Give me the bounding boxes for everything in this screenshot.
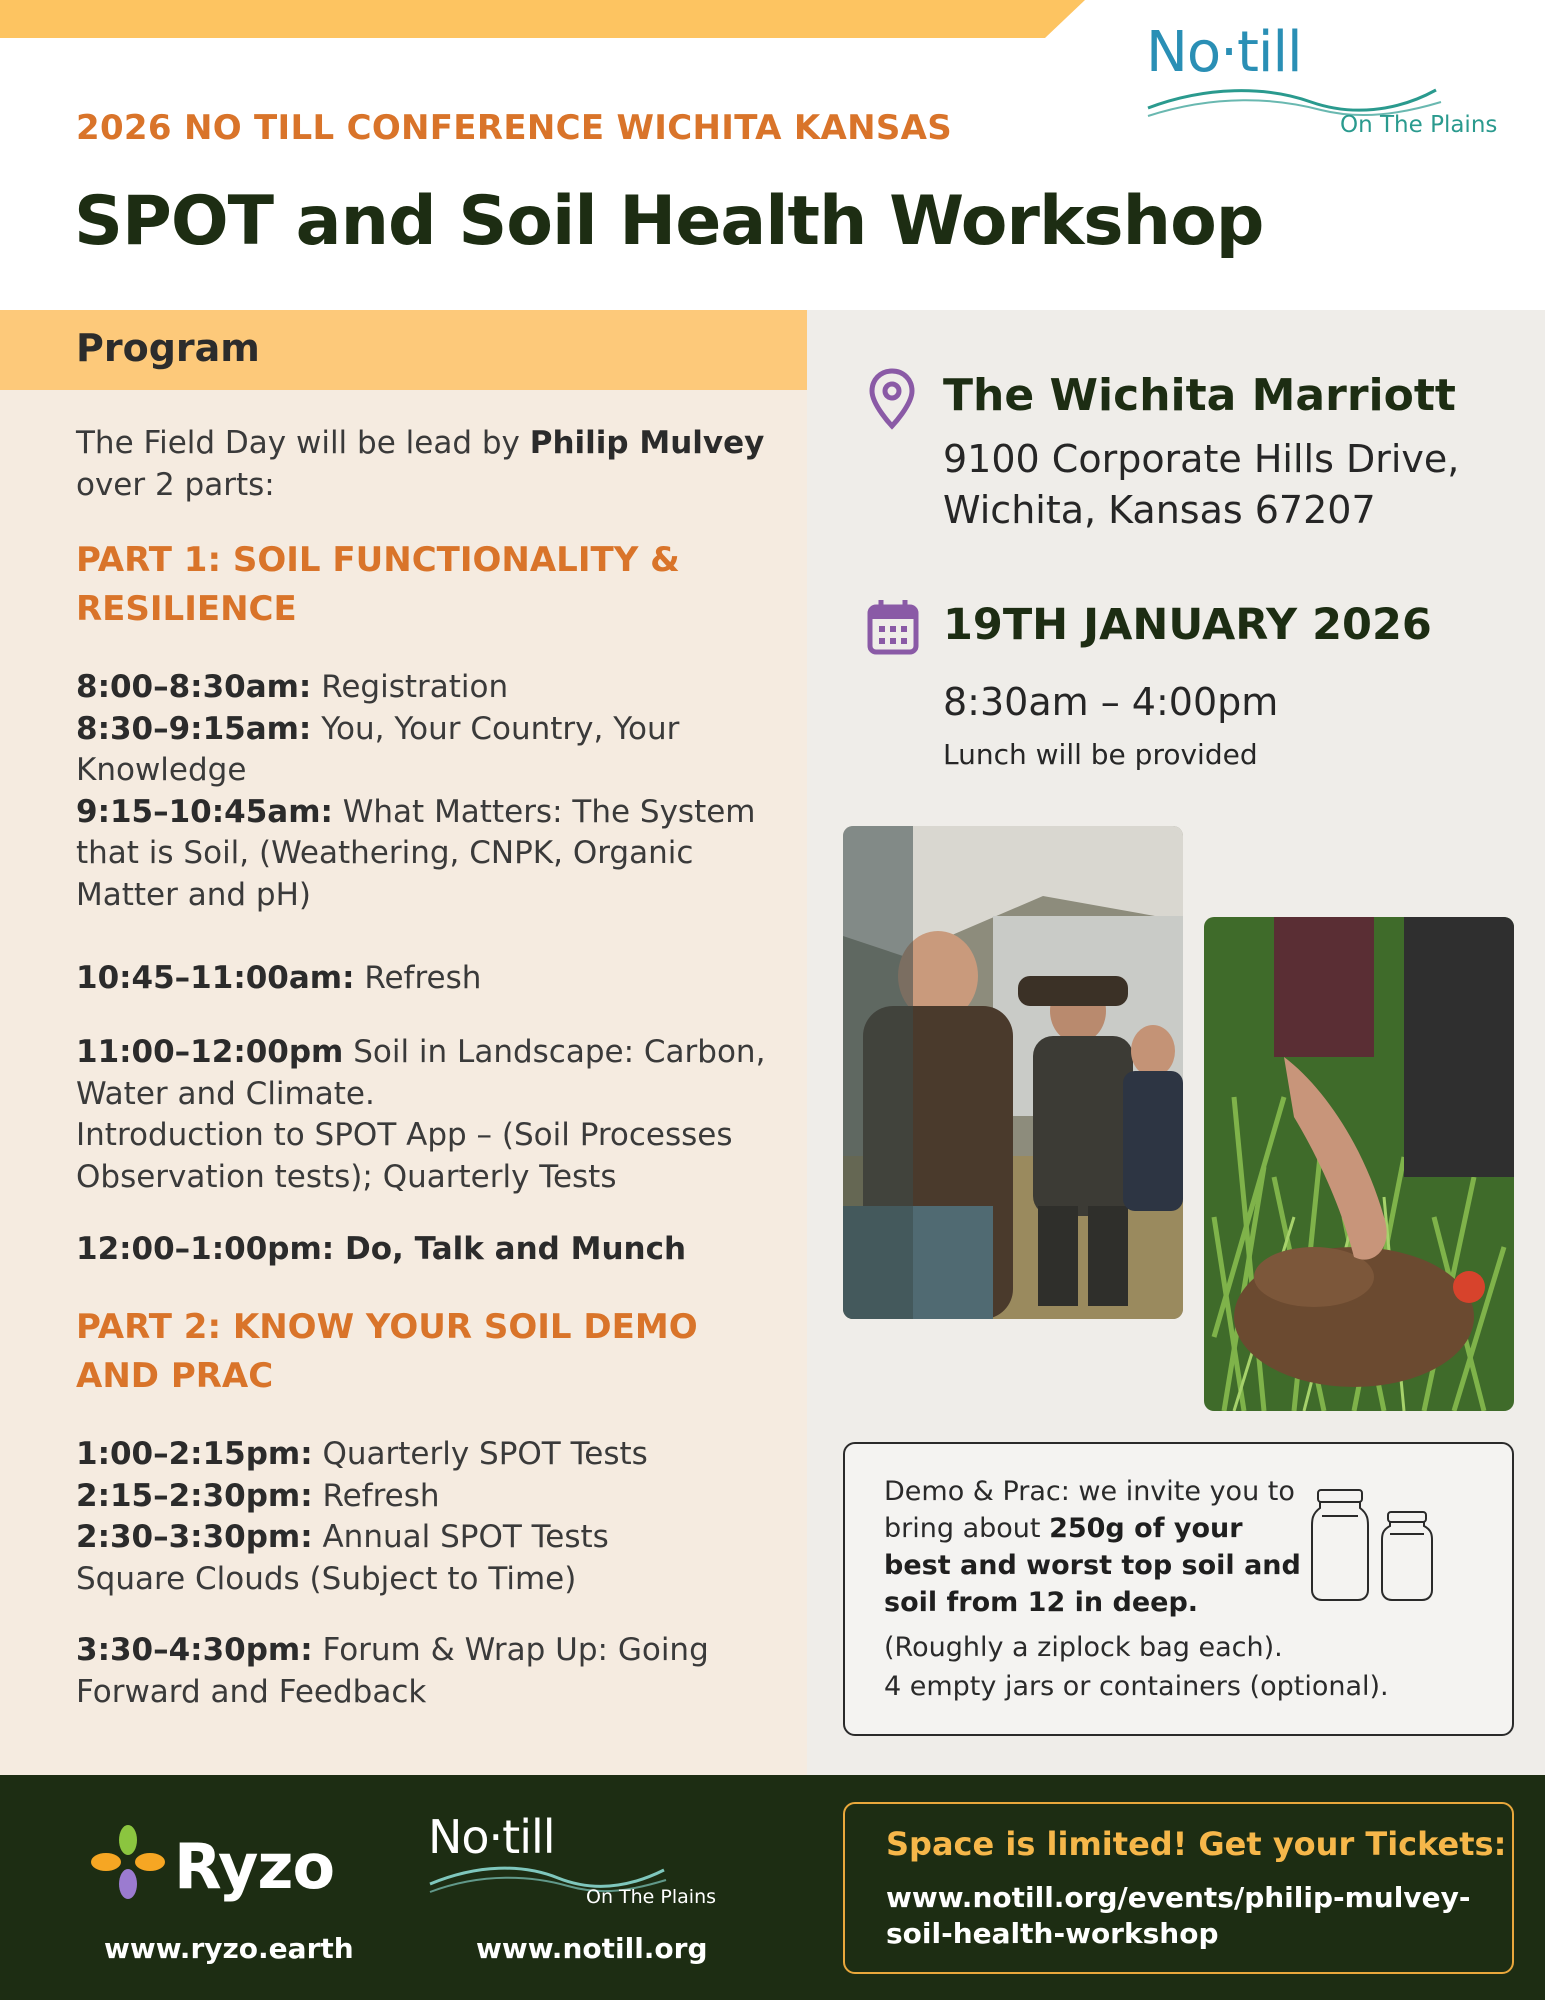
program-intro (76, 423, 766, 506)
ryzo-url[interactable]: www.ryzo.earth (104, 1932, 354, 1965)
lunch-note: Lunch will be provided (943, 738, 1258, 771)
part2-title: PART 2: KNOW YOUR SOIL DEMO AND PRAC (76, 1307, 698, 1396)
tickets-link[interactable]: www.notill.org/events/philip-mulvey-soil-health-workshop (886, 1881, 1471, 1950)
ryzo-logo-wordmark: Ryzo (174, 1830, 335, 1903)
tickets-heading: Space is limited! Get your Tickets: (886, 1825, 1507, 1863)
calendar-icon (866, 598, 920, 656)
bring-items-text: Demo & Prac: we invite you to bring about 250g of your best and worst top soil and soil from 12 in deep. (884, 1476, 1301, 1618)
page-title: SPOT and Soil Health Workshop (74, 182, 1264, 261)
schedule-item: Square Clouds (Subject to Time) (76, 1560, 577, 1597)
soil-photo (1204, 917, 1514, 1411)
schedule-item: 9:15–10:45am: What Matters: The System that is Soil, (Weathering, CNPK, Organic Matter and pH) (76, 793, 756, 913)
ryzo-flower-icon (90, 1824, 166, 1900)
refresh-item: 10:45–11:00am: Refresh (76, 960, 482, 996)
schedule-item: 2:30–3:30pm: Annual SPOT Tests (76, 1519, 609, 1555)
venue-name: The Wichita Marriott (943, 370, 1456, 421)
part1-schedule (76, 667, 766, 916)
footer-logo-wordmark: No·till (428, 1810, 555, 1864)
schedule-item: 2:15–2:30pm: Refresh (76, 1477, 440, 1514)
event-date: 19TH JANUARY 2026 (943, 600, 1432, 650)
workshop-photo-group (843, 826, 1183, 1319)
venue-address: 9100 Corporate Hills Drive, Wichita, Kansas 67207 (943, 437, 1460, 532)
logo-wordmark: No·till (1146, 20, 1302, 85)
map-pin-icon (868, 368, 916, 430)
notill-url[interactable]: www.notill.org (476, 1932, 708, 1965)
bring-items-notes: (Roughly a ziplock bag each). 4 empty jars or containers (optional). (884, 1632, 1389, 1702)
logo-tagline: On The Plains (1340, 112, 1498, 138)
notill-logo-top (1146, 20, 1506, 140)
jars-icon (1310, 1486, 1442, 1602)
schedule-item: 1:00–2:15pm: Quarterly SPOT Tests (76, 1436, 648, 1472)
intro-suffix: over 2 parts: (76, 466, 275, 503)
program-heading: Program (76, 326, 260, 370)
event-time: 8:30am – 4:00pm (943, 680, 1279, 724)
schedule-item: 8:30–9:15am: You, Your Country, Your Knowledge (76, 710, 680, 788)
conference-kicker: 2026 NO TILL CONFERENCE WICHITA KANSAS (76, 108, 953, 148)
leader-name: Philip Mulvey (529, 425, 765, 461)
schedule-item: 8:00–8:30am: Registration (76, 669, 509, 705)
forum-item: 3:30–4:30pm: Forum & Wrap Up: Going Forward and Feedback (76, 1632, 709, 1710)
notill-logo-footer (428, 1810, 728, 1920)
part1-title: PART 1: SOIL FUNCTIONALITY & RESILIENCE (76, 540, 680, 629)
footer-logo-tagline: On The Plains (586, 1886, 717, 1908)
part2-schedule (76, 1434, 766, 1600)
lunch-item: 12:00–1:00pm: Do, Talk and Munch (76, 1231, 687, 1267)
landscape-item: 11:00–12:00pm Soil in Landscape: Carbon, Water and Climate. Introduction to SPOT App – (Soil Processes Observation tests); Quarterly Tests (76, 1034, 766, 1195)
intro-prefix: The Field Day will be lead by (76, 425, 530, 461)
